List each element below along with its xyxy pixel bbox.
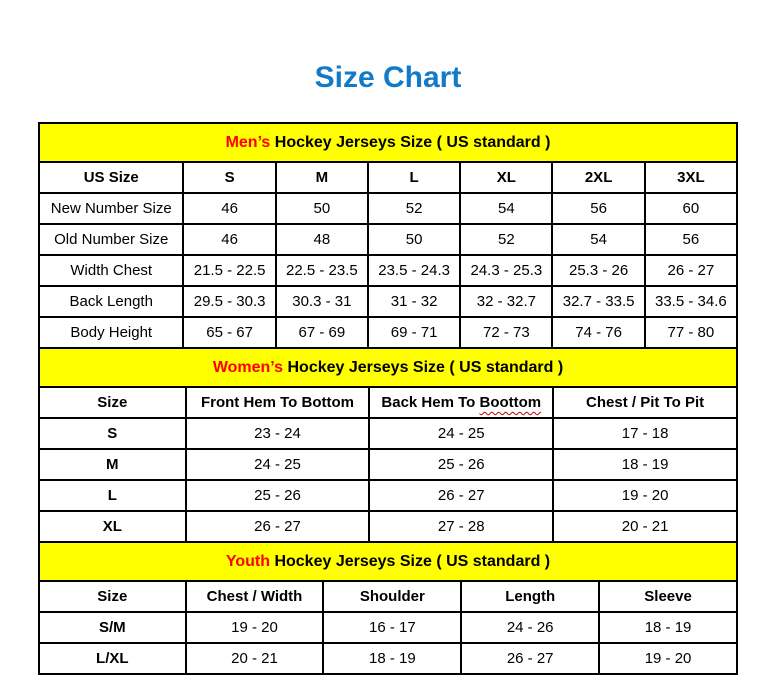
size-value-cell: 18 - 19 [599, 612, 737, 643]
size-value-cell: 56 [645, 224, 737, 255]
mens-banner-highlight: Men’s [225, 133, 271, 151]
size-value-cell: 24 - 26 [461, 612, 599, 643]
size-value-cell: 52 [368, 193, 460, 224]
column-header: US Size [39, 162, 183, 193]
size-value-cell: 32 - 32.7 [460, 286, 552, 317]
size-value-cell: 31 - 32 [368, 286, 460, 317]
size-value-cell: 16 - 17 [323, 612, 461, 643]
row-label: XL [39, 511, 186, 542]
row-label: New Number Size [39, 193, 183, 224]
column-header: 2XL [552, 162, 644, 193]
size-value-cell: 46 [183, 224, 275, 255]
youth-banner-text: Hockey Jerseys Size ( US standard ) [270, 552, 551, 570]
size-value-cell: 33.5 - 34.6 [645, 286, 737, 317]
size-value-cell: 48 [276, 224, 368, 255]
row-label: Old Number Size [39, 224, 183, 255]
size-value-cell: 52 [460, 224, 552, 255]
size-value-cell: 50 [368, 224, 460, 255]
size-value-cell: 32.7 - 33.5 [552, 286, 644, 317]
womens-banner-highlight: Women’s [212, 358, 284, 376]
size-value-cell: 56 [552, 193, 644, 224]
row-label: S/M [39, 612, 186, 643]
mens-header-row [39, 162, 737, 193]
column-header: Length [461, 581, 599, 612]
size-value-cell: 21.5 - 22.5 [183, 255, 275, 286]
size-value-cell: 74 - 76 [552, 317, 644, 348]
size-value-cell: 19 - 20 [599, 643, 737, 674]
youth-size-table [38, 541, 738, 675]
size-value-cell: 22.5 - 23.5 [276, 255, 368, 286]
size-row [39, 418, 737, 449]
column-header: Back Hem To Boottom [369, 387, 553, 418]
column-header: Sleeve [599, 581, 737, 612]
youth-header-row [39, 581, 737, 612]
size-row [39, 286, 737, 317]
size-row [39, 317, 737, 348]
size-value-cell: 23.5 - 24.3 [368, 255, 460, 286]
size-value-cell: 19 - 20 [186, 612, 324, 643]
size-value-cell: 24.3 - 25.3 [460, 255, 552, 286]
size-row [39, 643, 737, 674]
row-label: S [39, 418, 186, 449]
size-value-cell: 24 - 25 [369, 418, 553, 449]
size-value-cell: 46 [183, 193, 275, 224]
womens-size-table [38, 347, 738, 543]
size-row [39, 449, 737, 480]
size-row [39, 224, 737, 255]
row-label: Back Length [39, 286, 183, 317]
size-value-cell: 20 - 21 [186, 643, 324, 674]
size-value-cell: 26 - 27 [461, 643, 599, 674]
size-value-cell: 24 - 25 [186, 449, 370, 480]
mens-section-banner [39, 123, 737, 162]
size-value-cell: 18 - 19 [323, 643, 461, 674]
size-value-cell: 19 - 20 [553, 480, 737, 511]
column-header: Chest / Width [186, 581, 324, 612]
size-value-cell: 25 - 26 [186, 480, 370, 511]
size-tables-container [38, 122, 738, 675]
size-value-cell: 67 - 69 [276, 317, 368, 348]
size-value-cell: 23 - 24 [186, 418, 370, 449]
column-header: S [183, 162, 275, 193]
youth-section-banner [39, 542, 737, 581]
column-header: XL [460, 162, 552, 193]
size-value-cell: 26 - 27 [645, 255, 737, 286]
mens-size-table [38, 122, 738, 349]
size-value-cell: 65 - 67 [183, 317, 275, 348]
size-row [39, 612, 737, 643]
size-value-cell: 54 [552, 224, 644, 255]
column-header: Size [39, 387, 186, 418]
size-value-cell: 30.3 - 31 [276, 286, 368, 317]
row-label: L/XL [39, 643, 186, 674]
row-label: Width Chest [39, 255, 183, 286]
page-title: Size Chart [314, 61, 462, 94]
womens-banner-cell [39, 348, 737, 387]
womens-banner-text: Hockey Jerseys Size ( US standard ) [283, 358, 564, 376]
size-value-cell: 25.3 - 26 [552, 255, 644, 286]
column-header: Size [39, 581, 186, 612]
column-header: Front Hem To Bottom [186, 387, 370, 418]
youth-banner-highlight: Youth [225, 552, 270, 570]
misspelled-word: Boottom [479, 394, 542, 411]
size-row [39, 511, 737, 542]
womens-section-banner [39, 348, 737, 387]
size-row [39, 193, 737, 224]
size-value-cell: 50 [276, 193, 368, 224]
column-header: Chest / Pit To Pit [553, 387, 737, 418]
row-label: M [39, 449, 186, 480]
size-value-cell: 72 - 73 [460, 317, 552, 348]
mens-banner-text: Hockey Jerseys Size ( US standard ) [270, 133, 551, 151]
size-value-cell: 77 - 80 [645, 317, 737, 348]
column-header: L [368, 162, 460, 193]
size-value-cell: 18 - 19 [553, 449, 737, 480]
size-row [39, 480, 737, 511]
womens-header-row [39, 387, 737, 418]
column-header: M [276, 162, 368, 193]
size-value-cell: 26 - 27 [186, 511, 370, 542]
size-value-cell: 20 - 21 [553, 511, 737, 542]
size-value-cell: 54 [460, 193, 552, 224]
row-label: Body Height [39, 317, 183, 348]
size-value-cell: 69 - 71 [368, 317, 460, 348]
size-value-cell: 26 - 27 [369, 480, 553, 511]
size-value-cell: 29.5 - 30.3 [183, 286, 275, 317]
column-header: 3XL [645, 162, 737, 193]
column-header: Shoulder [323, 581, 461, 612]
youth-banner-cell [39, 542, 737, 581]
row-label: L [39, 480, 186, 511]
size-row [39, 255, 737, 286]
mens-banner-cell [39, 123, 737, 162]
size-value-cell: 60 [645, 193, 737, 224]
size-value-cell: 25 - 26 [369, 449, 553, 480]
size-value-cell: 17 - 18 [553, 418, 737, 449]
size-value-cell: 27 - 28 [369, 511, 553, 542]
